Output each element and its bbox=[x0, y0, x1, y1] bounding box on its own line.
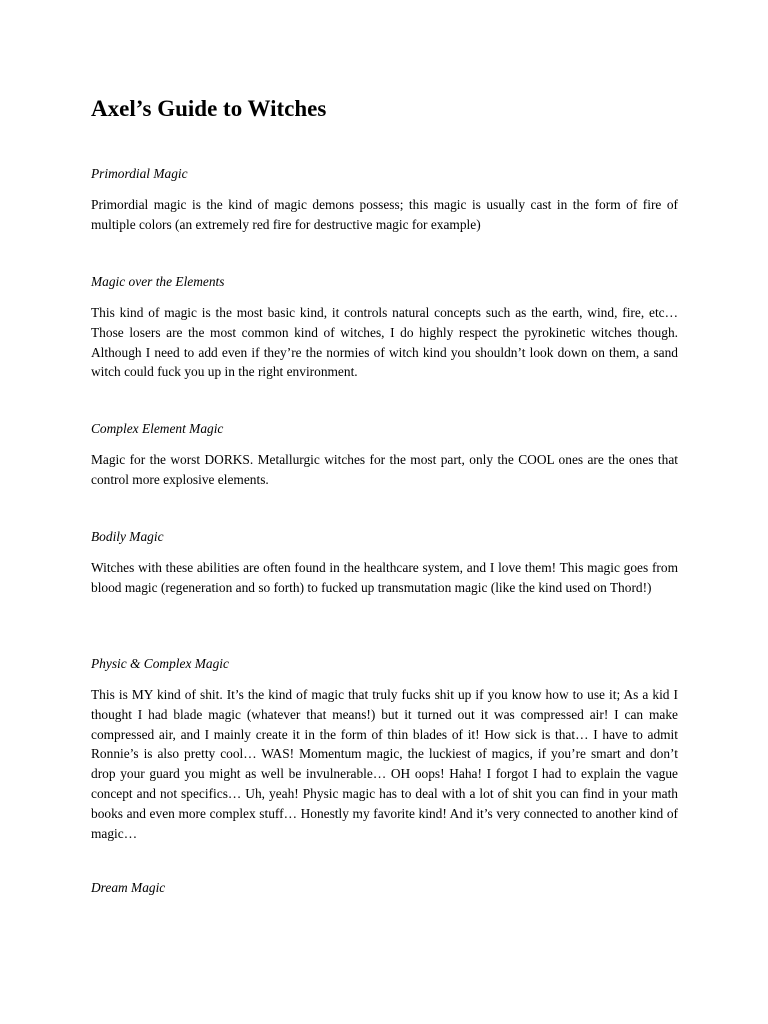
section-paragraph: This kind of magic is the most basic kind, it controls natural concepts such as the earth, wind, fire, etc… Those losers are the most common kind of witches, I do highly respect the pyrokinetic witches though. Although I need to add even if they’re the normies of witch kind you shouldn’t look down on them, a sand witch could fuck you up in the right environment. bbox=[91, 305, 678, 380]
section-physic-complex-magic bbox=[91, 655, 678, 843]
document-title: Axel’s Guide to Witches bbox=[91, 96, 327, 121]
section-complex-element-magic bbox=[91, 420, 678, 490]
section-paragraph: Magic for the worst DORKS. Metallurgic witches for the most part, only the COOL ones are the ones that control more explosive elements. bbox=[91, 452, 678, 487]
section-dream-magic bbox=[91, 879, 678, 897]
section-paragraph: This is MY kind of shit. It’s the kind of magic that truly fucks shit up if you know how to use it; As a kid I thought I had blade magic (whatever that means!) but it turned out it was compressed air! I can make compressed air, and I mainly create it in the form of thin blades of it! How sick is that… I have to admit Ronnie’s is also pretty cool… WAS! Momentum magic, the luckiest of magics, if you’re smart and don’t drop your guard you might as well be invulnerable… OH oops! Haha! I forgot I had to explain the vague concept and not specifics… Uh, yeah! Physic magic has to deal with a lot of shit you can find in your math books and even more complex stuff… Honestly my favorite kind! And it’s very connected to another kind of magic… bbox=[91, 687, 678, 841]
section-heading: Dream Magic bbox=[91, 880, 166, 895]
section-bodily-magic bbox=[91, 528, 678, 598]
section-heading: Complex Element Magic bbox=[91, 421, 224, 436]
section-paragraph: Primordial magic is the kind of magic demons possess; this magic is usually cast in the form of fire of multiple colors (an extremely red fire for destructive magic for example) bbox=[91, 197, 678, 232]
section-heading: Primordial Magic bbox=[91, 166, 188, 181]
section-magic-over-elements bbox=[91, 273, 678, 382]
section-heading: Bodily Magic bbox=[91, 529, 164, 544]
section-paragraph: Witches with these abilities are often found in the healthcare system, and I love them! This magic goes from blood magic (regeneration and so forth) to fucked up transmutation magic (like the kind used on Thord!) bbox=[91, 560, 678, 595]
section-heading: Magic over the Elements bbox=[91, 274, 225, 289]
section-primordial-magic bbox=[91, 165, 678, 235]
section-heading: Physic & Complex Magic bbox=[91, 656, 229, 671]
